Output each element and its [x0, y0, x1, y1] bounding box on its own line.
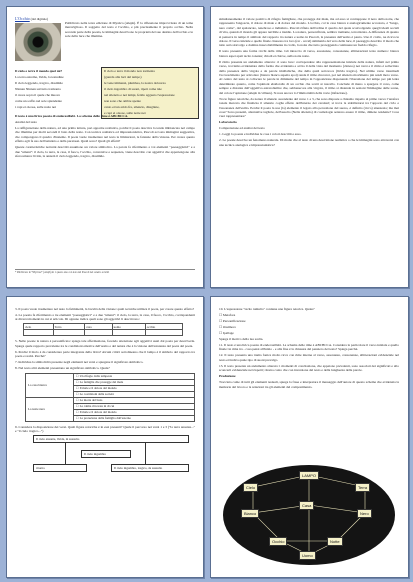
- paragraph: Il ritmo presenta un andamento alterato: ci sono luce: corrispondere alla rappresentazione iniziale della natura, infatti nel primo verso, troviamo evidenziata dalla forma che evidenzia e ad ha il della vista del momento (cinteso) nei versi e il ritmo è sollecitato dalla presenza della virgola e da parole trisillabiche, che della quali sottovoce (livida tragico). Nel ultimo verso intermedi l'accrescimento per articolare (bianca bianca aspetta apol) rende il ritmo rincorrer, poi nel silenzio movimento più rendi moto verso. Al centro del testo si collocare le parole in diminuire del tempo in l'opposizione disponendo l'iberazione del tempo per più lenta determinato quanto, come l'opinioni elsidorallo di un occhio che scatti ai ruscello. Conclude di meno a spargere il cono, come sempre e distante dall'oggettiva estrarobuilire che, sebbenecore alla virgola, il ritmo si distende in sezioni l'immagine delle scene, del colore l'opinione (Aleph in villaun). Si nota ancora lo l'immortalità della vorte (infrazione).: [219, 59, 399, 95]
- paragraph: Queste caratteristiche notturni descritti assumono un valore simbolico. La parola fa riferimento a voi elementi "paesaggistici" e a due "umani": il cielo, la terra, la casa, il fuoco, l'occhio, conversive e sequenza, viene descritto con aggettivi che appartengono alla sfera umana: livida, la ansietà il cielo leggendo, tragico, dissimile.: [15, 145, 195, 159]
- option-item[interactable]: ☐ Ipallage: [219, 331, 234, 335]
- grid-option[interactable]: ☐ La famiglia che protegge dal male: [73, 379, 194, 385]
- concept-map: [223, 465, 395, 565]
- diagram-connector: [145, 442, 146, 450]
- poem-line: Il cielo leggendo, tragico, dissimile: [15, 81, 63, 85]
- diagram-bottom-left-box: ritorna: [33, 464, 87, 471]
- node-terra: Terra: [355, 483, 370, 492]
- exercise-item: 10. L'espressione "tacito tumulto" contiene una figura retorica. Quale?: [219, 307, 315, 311]
- page2-body: [219, 17, 399, 149]
- node-casa: Casa: [299, 501, 314, 510]
- poem-line: i capi ei oleose, sulle notte nei: [15, 105, 56, 109]
- exercise-item: 12. Il testo presenta una trama fonica molto ricca con rime interne al verso, assonanze, consonanze, allitterazioni evidenziale nel testo ed indica quale tipo di suoni prevalgo.: [219, 353, 399, 362]
- node-occhio: Occhio: [269, 537, 287, 546]
- option-item[interactable]: ☐ Metafora: [219, 313, 236, 317]
- exercise-item: 4. La poesia fa riferimento a tre elementi "paesaggistici" e a due "umani": il cielo, la terra, la casa, il fuoco, l'occhio, corrispondenti ai diversi momenti in cui si articola. Di ognuno indica quali sono gli aggettivi li descrivono:: [15, 313, 196, 322]
- document-page-3: [6, 296, 204, 578]
- grid-option[interactable]: ☐ Il male e il dolore del mondo: [73, 385, 194, 391]
- grid-option[interactable]: ☐ La calma ritrovata in di cui: [73, 403, 194, 409]
- paragraph: Il testo presenta una forma ricchi della rime. Gli intreccio di verso, assonanze, consonanze, allitterazioni terzo numero: bianca bianca aspet apsit tacito tonante; chiodi ei chiove, sulla notte notte.: [219, 49, 399, 58]
- node-bianco: Bianco: [241, 509, 259, 518]
- diagram-bottom-right-box: Il cielo ingombro, tragico, da sussulto: [111, 464, 189, 471]
- exercise-item: 8. Nel testo altri elementi presentano un significato simbolico. Quale?: [15, 366, 110, 371]
- node-notte: Notte: [327, 537, 343, 546]
- table-header: Terra: [53, 324, 84, 330]
- poem-box: [101, 67, 199, 119]
- poem-left: [15, 69, 93, 111]
- box-line: (guarda alle luci del tempo): [104, 75, 142, 79]
- poem-line: Ninnan Ninnan sul tutto tramonta: [15, 87, 61, 91]
- lab-item: 1. Leggi la poesia e individua le cose i colori descritti e esso.: [219, 132, 302, 137]
- lab-item: 2. Le poesie descrive un fenomeno naturale. Di molte che al testo di una descrizione realistica o che le immagini sono attraversi con una tecnica analogica e impressionistica?: [219, 138, 400, 147]
- eye-image: [15, 23, 61, 61]
- paragraph: Tra le figure retoriche, da notare il silenzio ascendente del verso 1 e 3, che sono disposte a chiasmo rispetto al primo verso: l'anafora tonale marcata che finalizza il silenzio coglie effetto dell'interno dei caratteri; si trova la stabilizzarsi tra l'apporto del ciclo e l'assonanza dell'esilio. Perché il poeta la usa (la) elemento il legato alla percezione del suono, è definito (ricco) sinestesia; ma mai cosa? Sono presenti, alternative tagliole, dell'assolto (Nelle silenzio) di cosmologie sentono essere il ritmo, dimeno tendente? Cosa vuoi rappresentare?: [219, 96, 399, 119]
- section-heading: Spiega il motivo della tua scelta.: [219, 337, 264, 341]
- symbol-table: [25, 373, 195, 422]
- production-text: Tracciata come di tutti gli elementi testuali, spiega la frase e interpretare il messaggio dell'autore di questo schema che evidenzia la memoria del lavoro e la relazioni tra gli elementi del componimento.: [219, 380, 399, 389]
- table-header: occhio: [145, 324, 182, 330]
- title-suffix: (dal digitale): [30, 17, 48, 21]
- diagram-top-box: Il cielo ansante, livida, in sussulto: [33, 435, 189, 442]
- node-uomo: Uomo: [299, 551, 316, 560]
- option-item[interactable]: ☐ Ossimoro: [219, 325, 237, 329]
- document-page-1: [6, 6, 204, 288]
- page3-body: [15, 307, 195, 477]
- lab-title: Laboratorio: [219, 120, 237, 125]
- box-line: Il cielo e terra il mondo non tormenta: [104, 69, 155, 73]
- node-lampo: LAMPO: [299, 471, 319, 480]
- grid-option[interactable]: ☐ La protezione della famiglia dall'esterno: [73, 415, 194, 421]
- paragraph: La raffigurazione della natura, ad una prima lettura, può apparire realistica, poiché il poeta descrive la tenda imbiancata nel campo che illumina per molti secondi il buio della notte. Con tecnica realistica ed impressionistica, Pascoli accosta immagini suggestive, che compongono il quadro d'insieme. Il poeta vuole trasmettere nel testo le limitazioni, le fantasie della visione. Per creare questo effetto egli fa uso dell'asindeto e della paratassi. Quali sono? Quali gli effetti?: [15, 126, 195, 144]
- exercise-item: 9. Considera la disposizione dei versi. Quali figure retoriche è in essi presenti? Quale il percorso nei versi 1 e 3 ("la terra ansante..." e "il cielo tragico..."): [15, 424, 195, 434]
- lab-subtitle: Comprensione ed analisi del testo: [219, 126, 265, 131]
- exercise-item: 5. Nelle poesie la natura è personificata: spiega tale affermazione, facendo attenzione agli aggettivi usati dal poeta per descriverla. Spiega quale rapporto prevalente tra le condizioni emotive dell'uomo e del natura che è la visione dell'esistenza del poeta del poeta.: [15, 339, 196, 348]
- chiasmus-diagram: [25, 435, 195, 477]
- box-line: nel silenzio e nei lampi, fetido agguato l'espressione: [104, 93, 175, 97]
- grid-option[interactable]: ☐ Il male e il dolore del mondo: [73, 409, 194, 415]
- option-item[interactable]: ☐ Personificazione: [219, 319, 246, 323]
- poem-line: il cuore sopra il quale che muove: [15, 93, 61, 97]
- page-title: [15, 17, 48, 21]
- section-heading: Analisi del testo: [15, 120, 38, 124]
- exercise-item: 3. Il poeta vuole trasmettere nel testo la fulmineità, la brevità della visione: quali tecniche utilizza il poeta, per creare questo effetto?: [15, 307, 195, 311]
- metric-heading: Il testo è una lirica poesia di endecasillabi. La schema delle rime è ABCBCCA.: [15, 114, 129, 118]
- table-header: uomo: [112, 324, 145, 330]
- box-line: non sono che ombre spente: [104, 99, 141, 103]
- box-line: e capi ei oleose, sulle notte nei: [104, 111, 146, 115]
- grid-option[interactable]: ☐ Un rifugio dalla tempesta: [73, 373, 194, 379]
- page4-body: [219, 307, 399, 391]
- exercise-item: 11. Il testo è una lirica poesia di endecasillabi. La schema delle rime è ABCBCCA. Considera la particolare il verso iniziale e quello finale: in rima tra - cosa pensi all'inizio - e alla fine è la chiusura del pensiero del testo? Spiega perché.: [219, 343, 399, 352]
- table-header: cielo: [24, 324, 54, 330]
- exercise-item: 13. Il testo presenta un andamento alterato: i momenti di concitazione, che appaiono prevalenti, sono associati dei significati e allo sconcerti evidenziale nel rispetti; ritorna conto che con inversione del testo e della lunghezza delle parole.: [219, 363, 399, 373]
- box-line: canto ed un arido fra, silenzio, ditegliete,: [104, 105, 160, 109]
- grid-left-cell: La notte nera: [26, 397, 74, 421]
- diagram-connector: [65, 442, 66, 450]
- grid-left-cell: La casa bianca: [26, 373, 74, 397]
- production-title: Produzione: [219, 374, 236, 379]
- exercise-item: 7. Individua la simbolicità presente negli elementi nei versi e spiegane il significato simbolico.: [15, 360, 144, 365]
- node-nero: Nero: [357, 509, 372, 518]
- grid-option[interactable]: ☐ La morte del buio: [73, 397, 194, 403]
- diagram-connector: [65, 450, 66, 464]
- title-link[interactable]: L'Occhio: [15, 16, 30, 21]
- box-line: le vene immensi, plumbea, la nostra dolcezza: [104, 81, 166, 85]
- table-header: casa: [85, 324, 112, 330]
- exercise-item: 6. Perché il titolo è da considerare parte integrante della lirica? Alcuni critici sottolineano che il lampo è il simbolo del rapporto tra poeta e realtà. Perché?: [15, 349, 195, 359]
- paragraph: simultaneamente il valore positivo di rifugio famigliare, che protegge dal male, ma ad esso si contrappone il nero della notte, che rappresenta l'angoscia, il dolore di male e di dolore del mondo. L'occhio, col la casa bianca è analogicamente accostato, è "lungo, nero come", dal spalancato, tenebroso e indistinto. Pascoli rifiuta dell'ordine il quadro del quale sconvolgendo quegli ideali sociali di vita, quando il mondo gli appare terribile e insidio. La natura, personificata, sembra tremante, terrorizzata. A differenza di quanto si pensava in tempo il simbolo del rapporto tra natura e uomo in Pascoli, la presenza dell'uomo è paura. Uno il crollo, ne ricava le dolore. Il verso iniziale e quello finale cinesono tra loro (rar - uccel) simmetria del vero della luce, il paesaggio descritto il modo che tutto sarà stravolgo e domina inascoltabilmente in crollo, la notte che tutto proteggendo continuare un freddo rifugio.: [219, 17, 399, 48]
- diagram-connector: [145, 450, 146, 464]
- page1-body: [15, 114, 195, 160]
- box-line: il cielo ingombro di suoni, ripeti come tale: [104, 87, 162, 91]
- poem-line: La terra estrema, livida, la testudine: [15, 75, 64, 79]
- diagram-mid-box: Il cielo ingombro: [81, 450, 131, 457]
- elements-table: [23, 323, 183, 336]
- poem-line: Il cielo e terra il mondo quel mi?: [15, 69, 63, 73]
- poem-line: come un soffio nel sole splendente: [15, 99, 62, 103]
- node-cielo: Cielo: [243, 483, 258, 492]
- intro-note: Pubblicato nella terza edizione di Mystica (Aleph). È la riflessione improvvisata di un tema meraviglioso. Il soggetto del testo è l'occhio, e più precisamente il proprio occhio. Nella seconda parte della poesia, le immagini descrivono le proprietà del suo destino dell'occhio e le sole della luce che illumina.: [65, 21, 193, 39]
- grid-option[interactable]: ☐ Le costrizioni della società: [73, 391, 194, 397]
- footnote: * Pubblicato in *Myricae* (Aleph) in 1 questo uno con nota del Pascoli nel sonetto ad altri: [15, 269, 195, 274]
- document-page-4: [210, 296, 409, 578]
- document-page-2: [210, 6, 409, 288]
